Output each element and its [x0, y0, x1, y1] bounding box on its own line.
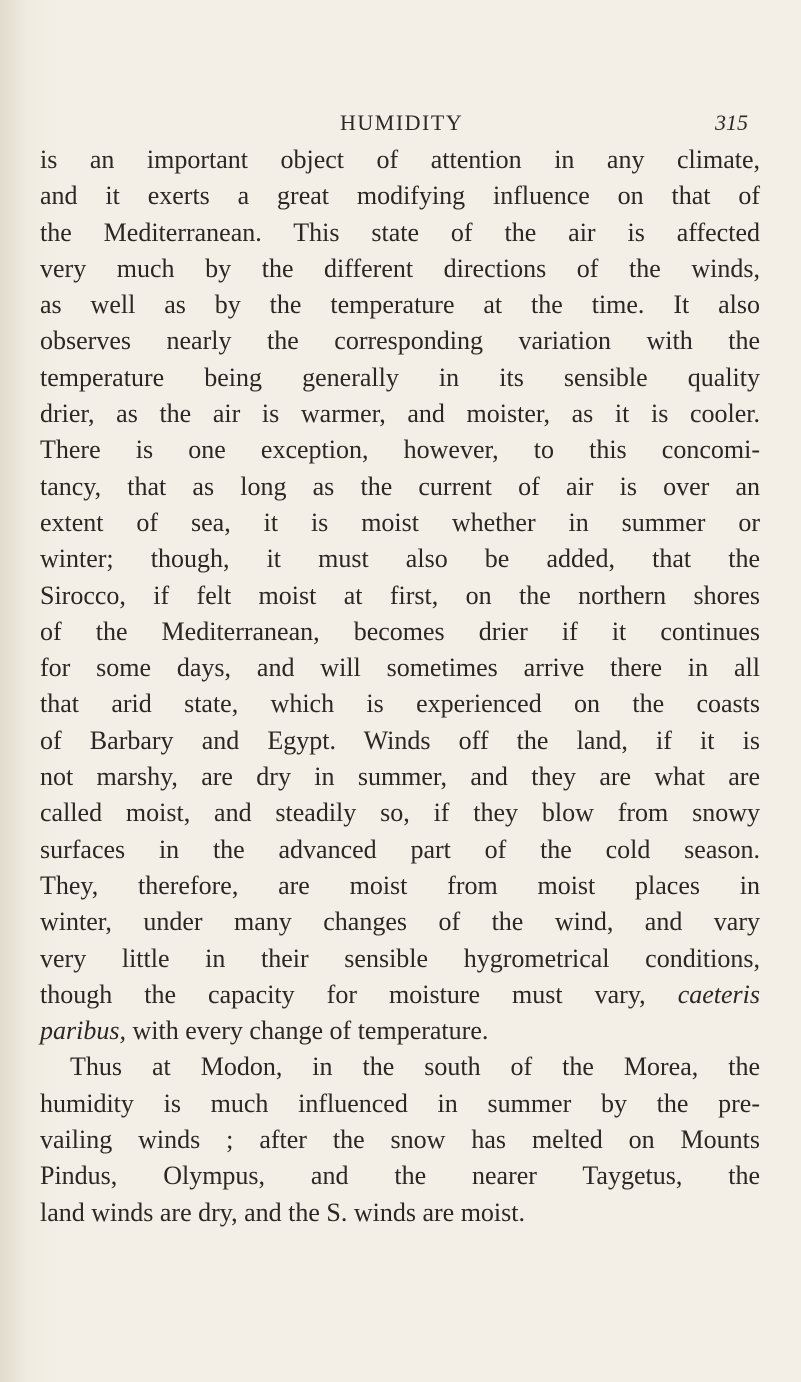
text-line: and it exerts a great modifying influence on that of	[40, 181, 760, 211]
text-line: the Mediterranean. This state of the air is affected	[40, 217, 760, 247]
text-line: temperature being generally in its sensible quality	[40, 362, 760, 392]
text-line: Pindus, Olympus, and the nearer Taygetus, the	[40, 1161, 760, 1191]
italic-phrase: paribus,	[40, 1016, 126, 1046]
text-line: observes nearly the corresponding variation with the	[40, 326, 760, 356]
text-line: land winds are dry, and the S. winds are moist.	[40, 1197, 525, 1227]
text-line-with-italic	[40, 1013, 760, 1049]
text-line: as well as by the temperature at the time. It also	[40, 290, 760, 320]
text-line: vailing winds ; after the snow has melted on Mounts	[40, 1125, 760, 1155]
text-line: of the Mediterranean, becomes drier if it continues	[40, 616, 760, 646]
line-text: with every change of temperature.	[132, 1016, 489, 1046]
text-line: Thus at Modon, in the south of the Morea, the	[70, 1052, 760, 1082]
text-line: Sirocco, if felt moist at first, on the northern shores	[40, 580, 760, 610]
text-line: surfaces in the advanced part of the cold season.	[40, 834, 760, 864]
text-line: very little in their sensible hygrometrical conditions,	[40, 943, 760, 973]
text-line: drier, as the air is warmer, and moister, as it is cooler.	[40, 399, 760, 429]
text-line: humidity is much influenced in summer by the pre-	[40, 1088, 760, 1118]
text-line: tancy, that as long as the current of air is over an	[40, 471, 760, 501]
text-line: is an important object of attention in any climate,	[40, 145, 760, 174]
text-line: called moist, and steadily so, if they blow from snowy	[40, 798, 760, 828]
text-line: extent of sea, it is moist whether in summer or	[40, 507, 760, 537]
text-line: They, therefore, are moist from moist places in	[40, 870, 760, 900]
text-line: There is one exception, however, to this concomi-	[40, 435, 760, 465]
text-line: winter; though, it must also be added, that the	[40, 544, 760, 574]
running-head: HUMIDITY	[340, 110, 464, 135]
text-line: winter, under many changes of the wind, and vary	[40, 907, 760, 937]
text-line: for some days, and will sometimes arrive there in all	[40, 653, 760, 683]
text-line-with-italic	[40, 977, 760, 1013]
page-number: 315	[715, 110, 748, 135]
text-line: that arid state, which is experienced on the coasts	[40, 689, 760, 719]
text-line: of Barbary and Egypt. Winds off the land, if it is	[40, 725, 760, 755]
body-text	[40, 142, 760, 1231]
text-line: not marshy, are dry in summer, and they are what are	[40, 762, 760, 792]
page-header	[0, 110, 801, 140]
line-text: though the capacity for moisture must vary,	[40, 979, 646, 1009]
text-line: very much by the different directions of the winds,	[40, 253, 760, 283]
italic-phrase: caeteris	[677, 979, 760, 1009]
